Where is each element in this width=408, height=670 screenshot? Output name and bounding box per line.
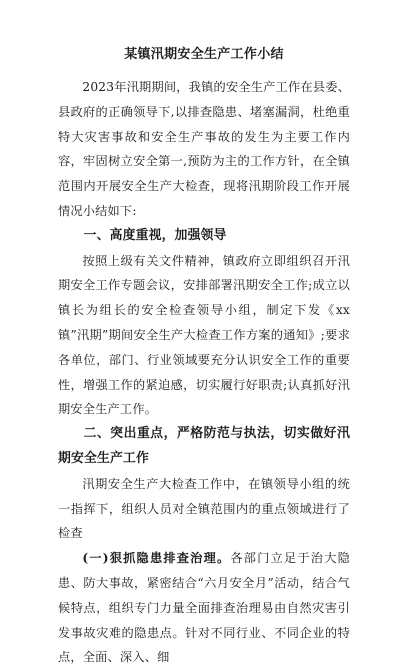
intro-paragraph: 2023年汛期期间，我镇的安全生产工作在县委、县政府的正确领导下,以排查隐患、堵塞漏洞，杜绝重特大灾害事故和安全生产事故的发生为主要工作内容，牢固树立安全第一,预防为主的工作方针，在全镇范围内开展安全生产大检查，现将汛期阶段工作开展情况小结如下: [58,80,350,218]
section-1-heading: 一、高度重视，加强领导 [83,227,227,243]
section-2-heading: 二、突出重点，严格防范与执法，切实做好汛期安全生产工作 [58,426,350,466]
section-2-paragraph: 汛期安全生产大检查工作中，在镇领导小组的统一指挥下，组织人员对全镇范围内的重点领域进行了检查 [58,476,350,541]
document-title: 某镇汛期安全生产工作小结 [124,47,284,62]
subsection-1-paragraph [58,546,350,670]
subsection-1-lead: (一)狠抓隐患排查治理。 [82,551,231,566]
section-1-paragraph: 按照上级有关文件精神，镇政府立即组织召开汛期安全工作专题会议，安排部署汛期安全工作;成立以镇长为组长的安全检查领导小组，制定下发《xx镇”汛期”期间安全生产大检查工作方案的通知》;要求各单位，部门、行业领域要充分认识安全工作的重要性，增强工作的紧迫感，切实履行好职责;认真抓好汛期安全生产工作。 [58,253,350,417]
document-page [58,18,350,670]
subsection-1-body: 各部门立足于治大隐患、防大事故，紧密结合“六月安全月”活动，结合气候特点，组织专门力量全面排查治理易由自然灾害引发事故灾难的隐患点。针对不同行业、不同企业的特点，全面、深入、细 [58,551,350,665]
